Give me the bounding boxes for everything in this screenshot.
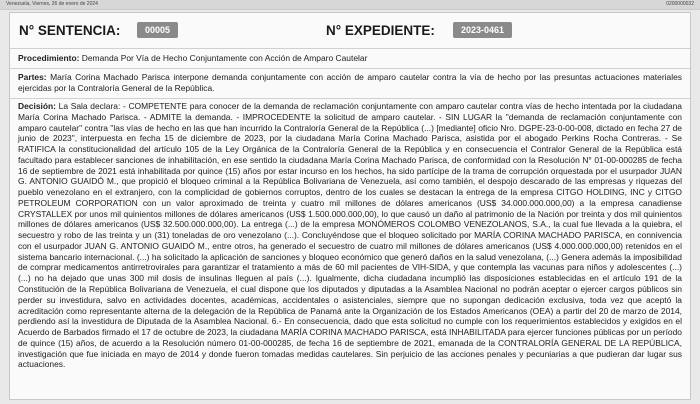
sentence-card xyxy=(9,12,691,400)
sentencia-badge: 00005 xyxy=(137,22,178,38)
date-text: Venezuela, Viernes, 26 de enero de 2024 xyxy=(6,1,98,7)
expediente-badge: 2023-0461 xyxy=(453,22,512,38)
decision-text: La Sala declara: - COMPETENTE para conocer de la demanda de reclamación conjuntamente con amparo cautelar contra vías de hecho intentada por la ciudadana María Corina Machado Parisca. - ADMITE la demanda. - IMPROCEDENTE la solicitud de amparo cautelar. - SIN LUGAR la "demanda de reclamación conjuntamente con amparo cautelar" contra "las vías de hecho en las que han incurrido la Contraloría General de la República (...) [mediante] oficio Nro. DGPE-23-0-00-008, dictado en fecha 27 de junio de 2023", interpuesta en fecha 15 de diciembre de 2023, por la ciudadana María Corina Machado Parisca, asistida por el abogado Perkins Rocha Contreras. - Se RATIFICA la constitucionalidad del artículo 105 de la Ley Orgánica de la Contraloría General de la República y en consecuencia el Contralor General de la República está facultado para establecer sanciones de inhabilitación, en ese sentido la ciudadana María Corina Machado Parisca, de conformidad con la Resolución N° 01-00-000285 de fecha 16 de septiembre de 2021 está inhabilitada por quince (15) años por estar incurso en los hechos, ha sido partícipe de la trama de corrupción orquestada por el usurpador JUAN G. ANTONIO GUAIDÓ M., que propició el bloqueo criminal a la República Bolivariana de Venezuela, así como también, el despojo descarado de las empresas y riquezas del pueblo venezolano en el extranjero, con la complicidad de gobiernos corruptos, dentro de los cuales se destacan la entrega de la empresa CITGO HOLDING, INC y CITGO PETROLEUM CORPORATION con un valor aproximado de treinta y cuatro mil millones de dólares americanos (US$ 34.000.000.000,00) a la empresa canadiense CRYSTALLEX por unos mil quinientos millones de dólares americanos (US$ 1.500.000.000,00), lo que causó un daño al patrimonio de la Nación por treinta y dos mil quinientos millones de dólares americanos (US$ 32.500.000.000,00). La entrega (...) de la empresa MONÓMEROS COLOMBO VENEZOLANOS, S.A., la cual fue llevada a la quiebra, el secuestro y robo de las treinta y un (31) toneladas de oro venezolano (...). Concluyéndose que el bloqueo solicitado por MARÍA CORINA MACHADO PARISCA, en connivencia con el usurpador JUAN G. ANTONIO GUAIDÓ M., entre otros, ha generado el secuestro de cuatro mil millones de dólares americanos (US$ 4.000.000.000,00) retenidos en el sistema bancario internacional. (...) ha solicitado la aplicación de sanciones y bloqueo económico que generó daños en la salud venezolana, (...) Genera además la imposibilidad de comprar medicamentos antirretrovirales para garantizar el tratamiento a más de 60 mil pacientes de VIH-SIDA, y que contempla las vacunas para niños y adolescentes (...) (...) no ha dejado que unas 300 mil dosis de insulinas lleguen al país (...). Igualmente, dicha ciudadana incumplió las disposiciones establecidas en el artículo 191 de la Constitución de la República Bolivariana de Venezuela, el cual dispone que los diputados y diputadas a la Asamblea Nacional no podrán aceptar o ejercer cargos públicos sin perder su investidura, salvo en actividades docentes, académicas, accidentales o asistenciales, siempre que no supongan dedicación exclusiva, toda vez que aceptó la acreditación como representante alterna de la delegación de la República de Panamá ante la Organización de los Estados Americanos (OEA) a partir del 20 de marzo de 2014, perdiendo así la investidura de Diputada de la Asamblea Nacional. 6.- En consecuencia, dado que esta solicitud no cumple con los requerimientos establecidos y exigidos en el Acuerdo de Barbados firmado el 17 de octubre de 2023, la ciudadana MARÍA CORINA MACHADO PARISCA, está INHABILITADA para ejercer funciones públicas por un período de quince (15) años, de acuerdo a la Resolución número 01-00-000285, de fecha 16 de septiembre de 2021, emanada de la CONTRALORÍA GENERAL DE LA REPÚBLICA, investigación que fue iniciada en mayo de 2014 y donde fueron tomadas medidas cautelares. Sin perjuicio de las acciones penales y pecuniarias a que pudieran dar lugar sus actuaciones. xyxy=(18,101,682,370)
decision-row xyxy=(18,101,682,370)
divider xyxy=(10,98,690,99)
partes-label: Partes: xyxy=(18,72,47,82)
decision-label: Decisión: xyxy=(18,101,56,111)
procedimiento-row xyxy=(18,53,682,64)
status-code: 0200000032 xyxy=(666,1,694,7)
divider xyxy=(10,48,690,49)
partes-row xyxy=(18,72,682,94)
procedimiento-text: Demanda Por Vía de Hecho Conjuntamente con Acción de Amparo Cautelar xyxy=(79,53,368,63)
partes-text: María Corina Machado Parisca interpone demanda conjuntamente con acción de amparo cautelar contra la vía de hecho por las presuntas actuaciones materiales ejercidas por la Contraloría General de la República. xyxy=(18,72,682,94)
sentencia-label: N° SENTENCIA: xyxy=(19,23,121,38)
expediente-label: N° EXPEDIENTE: xyxy=(326,23,435,38)
top-status-bar xyxy=(0,0,700,10)
procedimiento-label: Procedimiento: xyxy=(18,53,80,63)
card-header xyxy=(10,13,690,48)
divider xyxy=(10,68,690,69)
